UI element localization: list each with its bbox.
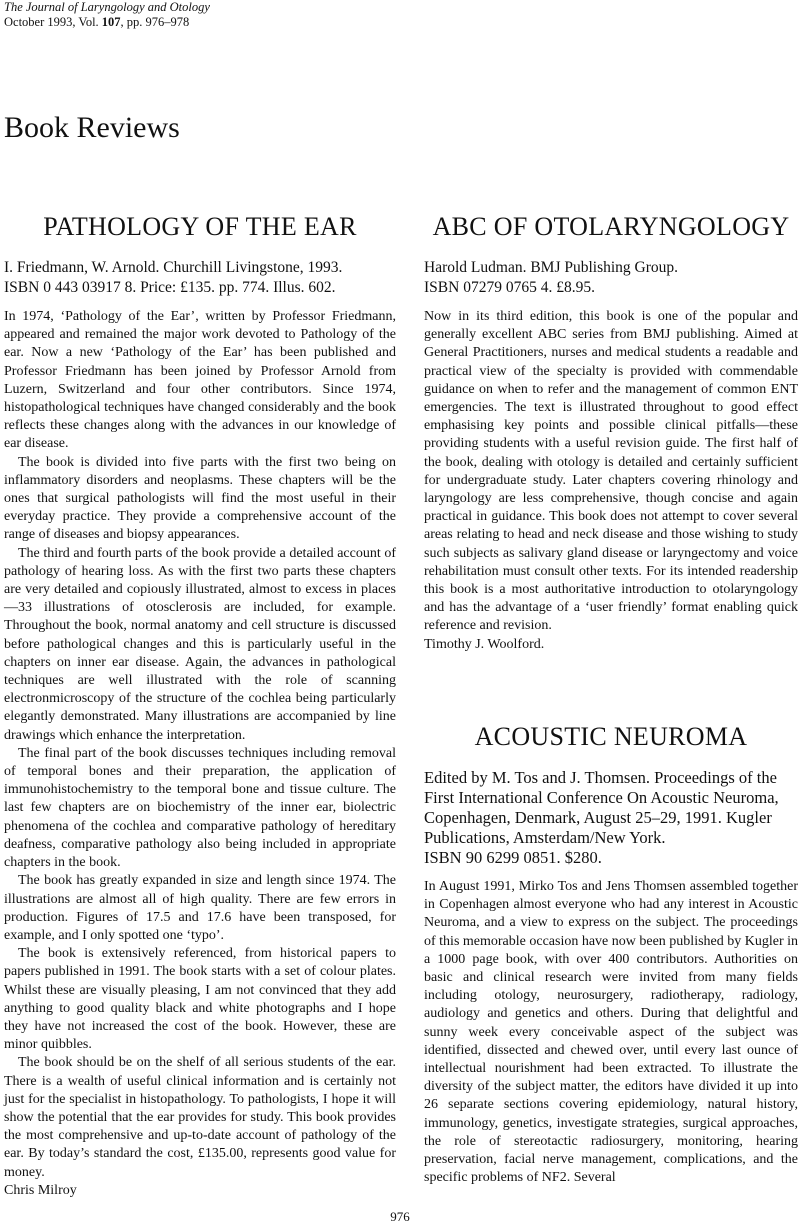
citation-acoustic	[424, 768, 798, 868]
reviewer-name: Timothy J. Woolford.	[424, 636, 545, 652]
paragraph: The final part of the book discusses techniques including removal of temporal bones and their preparation, the application of immunohistochemistry to the temporal bone and tissue culture. The last few chapters are on biochemistry of the inner ear, biolectric phenomena of the cochlea and comparative pathology of hereditary deafness, comparative pathology also being included in appropriate chapters in the book.	[4, 745, 396, 871]
paragraph: The book should be on the shelf of all serious students of the ear. There is a wealth of useful clinical information and is certainly not just for the specialist in histopathology. To pathologists, I hope it will show the potential that the ear provides for study. This book provides the most comprehensive and up-to-date account of pathology of the ear. By today’s standard the cost, £135.00, represents good value for money.	[4, 1055, 396, 1180]
paragraph: The book is divided into five parts with the first two being on inflammatory disorders and neoplasms. These chapters will be the ones that surgical pathologists will find the most useful in their everyday practice. They provide a comprehensive account of the range of diseases and biopsy appearances.	[4, 454, 396, 543]
citation-isbn: ISBN 90 6299 0851. $280.	[424, 848, 602, 867]
citation-text: Edited by M. Tos and J. Thomsen. Proceedings of the First International Conference On Acoustic Neuroma, Copenhagen, Denmark, August 25–29, 1991. Kugler Publications, Amsterdam/New York.	[424, 768, 779, 847]
paragraph: The third and fourth parts of the book provide a detailed account of pathology of hearing loss. As with the first two parts these chapters are very detailed and copiously illustrated, almost to excess in places—33 illustrations of otosclerosis are included, for example. Throughout the book, normal anatomy and cell structure is discussed before pathological changes and this is particularly useful in the chapters on inner ear disease. Again, the advances in pathological techniques are well illustrated with the role of scanning electronmicroscopy of the structure of the cochlea being particularly elegantly demonstrated. Many illustrations are accompanied by line drawings which enhance the interpretation.	[4, 545, 396, 743]
citation-line: ISBN 07279 0765 4. £8.95.	[424, 279, 595, 296]
paragraph: Now in its third edition, this book is one of the popular and generally excellent ABC series from BMJ publishing. Aimed at General Practitioners, nurses and medical students a readable and practical view of the specialty is provided with commendable guidance on when to refer and the management of common ENT emergencies. The text is illustrated throughout to good effect emphasising key points and possible clinical pitfalls—these providing students with a useful revision guide. The first half of the book, dealing with otology is detailed and certainly sufficient for undergraduate study. Later chapters covering rhinology and laryngology are less comprehensive, though concise and again practical in guidance. This book does not attempt to cover several areas relating to head and neck disease and those wishing to study such subjects as salivary gland disease or laryngectomy and voice rehabilitation must consult other texts. For its intended readership this book is a most authoritative introduction to otolaryngology and has the advantage of a ‘user friendly’ format enabling quick reference and revision.	[424, 309, 798, 634]
journal-name: The Journal of Laryngology and Otology	[4, 0, 210, 14]
left-column	[4, 210, 396, 1200]
volume-number: 107	[101, 15, 121, 29]
paragraph: The book is extensively referenced, from historical papers to papers published in 1991. The book starts with a set of colour plates. Whilst these are visually pleasing, I am not convinced that they add anything to good quality black and white photographs and I hope they have not increased the cost of the book. However, these are minor quibbles.	[4, 946, 396, 1053]
citation-pathology	[4, 258, 396, 298]
review-acoustic-neuroma	[424, 720, 798, 1187]
citation-abc	[424, 258, 798, 298]
paragraph: The book has greatly expanded in size and length since 1974. The illustrations are almost all of high quality. There are few errors in production. Figures of 17.5 and 17.6 have been transposed, for example, and I only spotted one ‘typo’.	[4, 873, 396, 943]
reviewer-name: Chris Milroy	[4, 1182, 77, 1198]
issue-info	[4, 15, 210, 30]
section-title: Book Reviews	[4, 111, 180, 144]
running-header	[4, 0, 210, 30]
review-title-pathology: PATHOLOGY OF THE EAR	[43, 212, 357, 241]
review-body-abc	[424, 308, 798, 636]
issue-prefix: October 1993, Vol.	[4, 15, 102, 29]
paragraph: In 1974, ‘Pathology of the Ear’, written by Professor Friedmann, appeared and remained the major work devoted to Pathology of the ear. Now a new ‘Pathology of the Ear’ has been published and Professor Friedmann has been joined by Professor Arnold from Luzern, Switzerland and four other contributors. Since 1974, histopathological techniques have changed considerably and the book reflects these changes along with the advances in our knowledge of ear disease.	[4, 309, 396, 452]
review-body-pathology	[4, 308, 396, 1182]
review-title-acoustic: ACOUSTIC NEUROMA	[474, 722, 748, 751]
citation-line: ISBN 0 443 03917 8. Price: £135. pp. 774. Illus. 602.	[4, 279, 336, 296]
citation-line: Harold Ludman. BMJ Publishing Group.	[424, 259, 679, 276]
citation-line: I. Friedmann, W. Arnold. Churchill Livingstone, 1993.	[4, 259, 343, 276]
right-column	[424, 210, 799, 1186]
review-title-abc: ABC OF OTOLARYNGOLOGY	[432, 212, 790, 241]
page-number: 976	[390, 1209, 410, 1224]
review-body-acoustic	[424, 878, 798, 1187]
paragraph: In August 1991, Mirko Tos and Jens Thomsen assembled together in Copenhagen almost everyone who had any interest in Acoustic Neuroma, and a view to express on the subject. The proceedings of this memorable occasion have now been published by Kugler in a 1000 page book, with over 400 contributors. Authorities on basic and clinical research were invited from many fields including otology, neurosurgery, radiotherapy, radiology, audiology and genetics and others. During that delightful and sunny week every conceivable aspect of the subject was identified, dissected and chewed over, until every last ounce of intellectual nourishment had been extracted. To illustrate the diversity of the subject matter, the editors have divided it up into 26 separate sections covering epidemiology, natural history, immunology, genetics, investigate strategies, surgical approaches, the role of stereotactic radiosurgery, monitoring, hearing preservation, facial nerve management, complications, and the specific problems of NF2. Several	[424, 879, 799, 1186]
issue-suffix: , pp. 976–978	[120, 15, 190, 29]
